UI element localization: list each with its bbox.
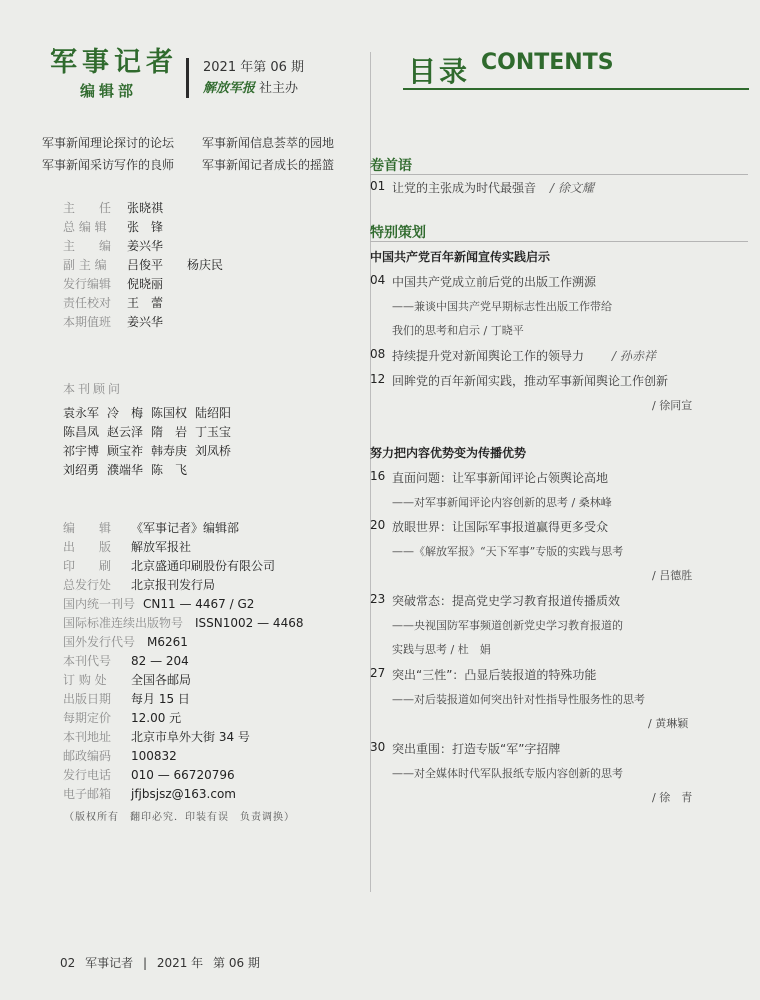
info-row bbox=[63, 538, 303, 557]
info-label: 邮政编码 bbox=[63, 749, 112, 763]
toc-subtitle: ——《解放军报》“天下军事”专版的实践与思考 bbox=[392, 545, 624, 558]
footer-separator: | bbox=[142, 956, 147, 970]
info-row bbox=[63, 576, 303, 595]
toc-page-number: 30 bbox=[370, 740, 386, 754]
toc-title: 直面问题：让军事新闻评论占领舆论高地 bbox=[392, 471, 609, 485]
info-value: 北京报刊发行局 bbox=[131, 578, 216, 592]
staff-value: 姜兴华 bbox=[127, 315, 164, 329]
info-row bbox=[63, 766, 303, 785]
staff-label: 本期值班 bbox=[63, 315, 112, 329]
staff-list bbox=[63, 199, 223, 332]
staff-label: 主 任 bbox=[63, 201, 112, 215]
staff-label: 主 编 bbox=[63, 239, 112, 253]
toc-page-number: 23 bbox=[370, 592, 386, 606]
toc-page-number: 01 bbox=[370, 179, 386, 193]
info-row bbox=[63, 652, 303, 671]
staff-row bbox=[63, 294, 223, 313]
info-value: 解放军报社 bbox=[131, 540, 192, 554]
topic-heading: 努力把内容优势变为传播优势 bbox=[370, 446, 527, 460]
sponsor-suffix: 社主办 bbox=[259, 81, 299, 96]
staff-row bbox=[63, 218, 223, 237]
motto: 军事新闻理论探讨的论坛 bbox=[42, 136, 175, 150]
info-value: jfjbsjsz@163.com bbox=[131, 787, 236, 801]
info-label: 国内统一刊号 bbox=[63, 597, 136, 611]
info-label: 出版日期 bbox=[63, 692, 112, 706]
toc-page-number: 08 bbox=[370, 347, 386, 361]
info-value: CN11 — 4467 / G2 bbox=[143, 597, 255, 611]
toc-title: 突破常态：提高党史学习教育报道传播质效 bbox=[392, 594, 621, 608]
section-heading: 卷首语 bbox=[370, 158, 412, 174]
info-label: 发行电话 bbox=[63, 768, 112, 782]
toc-entry[interactable] bbox=[370, 469, 748, 485]
sponsor-line bbox=[203, 77, 298, 96]
staff-value: 张 锋 bbox=[127, 220, 164, 234]
copyright-note: （版权所有 翻印必究．印装有误 负责调换） bbox=[64, 812, 295, 823]
info-label: 总发行处 bbox=[63, 578, 112, 592]
toc-author: / 黄琳颖 bbox=[648, 717, 689, 730]
info-value: ISSN1002 — 4468 bbox=[195, 616, 304, 630]
toc-title: 让党的主张成为时代最强音 bbox=[392, 181, 537, 195]
info-value: 北京盛通印刷股份有限公司 bbox=[131, 559, 276, 573]
toc-entry[interactable] bbox=[370, 592, 748, 608]
contents-underline bbox=[403, 88, 749, 90]
toc-entry[interactable] bbox=[370, 273, 748, 289]
advisor-name: 赵云泽 bbox=[107, 425, 144, 439]
info-row bbox=[63, 709, 303, 728]
info-value: 010 — 66720796 bbox=[131, 768, 235, 782]
staff-label: 发行编辑 bbox=[63, 277, 112, 291]
staff-row bbox=[63, 256, 223, 275]
staff-value: 吕俊平 杨庆民 bbox=[127, 258, 224, 272]
advisor-name: 刘绍勇 bbox=[63, 463, 100, 477]
info-label: 本刊代号 bbox=[63, 654, 112, 668]
journal-logo-title: 军事记者 bbox=[50, 47, 178, 78]
advisor-name: 陈 飞 bbox=[151, 463, 188, 477]
info-value: 100832 bbox=[131, 749, 177, 763]
info-label: 电子邮箱 bbox=[63, 787, 112, 801]
toc-title: 回眸党的百年新闻实践，推动军事新闻舆论工作创新 bbox=[392, 374, 669, 388]
info-row bbox=[63, 519, 303, 538]
publication-info bbox=[63, 519, 303, 804]
info-row bbox=[63, 785, 303, 804]
toc-author: / 徐同宣 bbox=[652, 399, 693, 412]
staff-value: 王 蕾 bbox=[127, 296, 164, 310]
advisor-name: 顾宝祚 bbox=[107, 444, 144, 458]
toc-title: 中国共产党成立前后党的出版工作溯源 bbox=[392, 275, 597, 289]
info-label: 国外发行代号 bbox=[63, 635, 136, 649]
advisor-name: 丁玉宝 bbox=[195, 425, 232, 439]
advisor-name: 韩寿庚 bbox=[151, 444, 188, 458]
journal-mottos bbox=[42, 132, 334, 176]
toc-subtitle: ——对全媒体时代军队报纸专版内容创新的思考 bbox=[392, 767, 623, 780]
info-row bbox=[63, 671, 303, 690]
contents-title-en: CONTENTS bbox=[481, 50, 614, 75]
toc-author: / 徐文耀 bbox=[550, 181, 594, 195]
toc-page-number: 12 bbox=[370, 372, 386, 386]
info-value: 全国各邮局 bbox=[131, 673, 192, 687]
info-row bbox=[63, 728, 303, 747]
toc-subtitle: ——对后装报道如何突出针对性指导性服务性的思考 bbox=[392, 693, 645, 706]
info-row bbox=[63, 614, 303, 633]
staff-value: 姜兴华 bbox=[127, 239, 164, 253]
contents-title-cn: 目录 bbox=[408, 55, 471, 88]
toc-page-number: 04 bbox=[370, 273, 386, 287]
toc-subtitle: ——兼谈中国共产党早期标志性出版工作带给 bbox=[392, 300, 612, 313]
motto: 军事新闻信息荟萃的园地 bbox=[202, 136, 335, 150]
advisors-list bbox=[63, 404, 239, 480]
advisor-name: 濮端华 bbox=[107, 463, 144, 477]
info-value: 每月 15 日 bbox=[131, 692, 190, 706]
info-row bbox=[63, 595, 303, 614]
advisor-name: 陈昌凤 bbox=[63, 425, 100, 439]
sponsor-brand: 解放军报 bbox=[203, 81, 256, 96]
toc-author: / 徐 青 bbox=[652, 791, 693, 804]
staff-row bbox=[63, 313, 223, 332]
page-footer bbox=[60, 954, 266, 971]
toc-page-number: 20 bbox=[370, 518, 386, 532]
header-divider bbox=[186, 58, 189, 98]
toc-page-number: 27 bbox=[370, 666, 386, 680]
info-label: 本刊地址 bbox=[63, 730, 112, 744]
advisor-name: 陈国权 bbox=[151, 406, 188, 420]
staff-label: 责任校对 bbox=[63, 296, 112, 310]
info-row bbox=[63, 557, 303, 576]
footer-journal: 军事记者 bbox=[85, 956, 134, 970]
staff-row bbox=[63, 199, 223, 218]
info-label: 印 刷 bbox=[63, 559, 112, 573]
staff-row bbox=[63, 275, 223, 294]
info-label: 出 版 bbox=[63, 540, 112, 554]
footer-issue: 第 06 期 bbox=[213, 956, 260, 970]
advisors-title: 本刊顾问 bbox=[63, 382, 124, 396]
info-value: 12.00 元 bbox=[131, 711, 182, 725]
advisor-name: 隋 岩 bbox=[151, 425, 188, 439]
toc-entry[interactable] bbox=[370, 372, 748, 388]
info-value: 《军事记者》编辑部 bbox=[131, 521, 240, 535]
advisor-name: 冷 梅 bbox=[107, 406, 144, 420]
staff-label: 总 编 辑 bbox=[63, 220, 107, 234]
toc-entry[interactable] bbox=[370, 347, 748, 363]
toc-page-number: 16 bbox=[370, 469, 386, 483]
toc-entry[interactable] bbox=[370, 179, 748, 195]
advisor-name: 袁永军 bbox=[63, 406, 100, 420]
info-row bbox=[63, 747, 303, 766]
info-label: 每期定价 bbox=[63, 711, 112, 725]
advisor-name: 祁宇博 bbox=[63, 444, 100, 458]
staff-value: 张晓祺 bbox=[127, 201, 164, 215]
motto: 军事新闻记者成长的摇篮 bbox=[202, 158, 335, 172]
toc-title: 放眼世界：让国际军事报道赢得更多受众 bbox=[392, 520, 609, 534]
journal-logo-subtitle: 编辑部 bbox=[80, 82, 138, 100]
info-value: M6261 bbox=[147, 635, 188, 649]
section-rule bbox=[370, 174, 748, 175]
info-label: 订 购 处 bbox=[63, 673, 107, 687]
toc-title: 突出“三性”：凸显后装报道的特殊功能 bbox=[392, 668, 597, 682]
info-row bbox=[63, 633, 303, 652]
section-rule bbox=[370, 241, 748, 242]
motto: 军事新闻采访写作的良师 bbox=[42, 158, 175, 172]
toc-entry[interactable] bbox=[370, 666, 748, 682]
toc-subtitle: 实践与思考 / 杜 娟 bbox=[392, 643, 491, 656]
toc-subtitle: ——央视国防军事频道创新党史学习教育报道的 bbox=[392, 619, 623, 632]
toc-entry[interactable] bbox=[370, 518, 748, 534]
issue-number: 2021 年第 06 期 bbox=[203, 60, 305, 75]
toc-title: 突出重围：打造专版“军”字招牌 bbox=[392, 742, 561, 756]
staff-label: 副 主 编 bbox=[63, 258, 107, 272]
info-value: 82 — 204 bbox=[131, 654, 189, 668]
info-value: 北京市阜外大街 34 号 bbox=[131, 730, 250, 744]
footer-year: 2021 年 bbox=[156, 956, 204, 970]
advisor-name: 陆绍阳 bbox=[195, 406, 232, 420]
staff-value: 倪晓丽 bbox=[127, 277, 164, 291]
section-heading: 特别策划 bbox=[370, 225, 426, 241]
info-label: 国际标准连续出版物号 bbox=[63, 616, 184, 630]
toc-subtitle: 我们的思考和启示 / 丁晓平 bbox=[392, 324, 524, 337]
toc-subtitle: ——对军事新闻评论内容创新的思考 / 桑林峰 bbox=[392, 496, 612, 509]
toc-author: / 吕德胜 bbox=[652, 569, 693, 582]
staff-row bbox=[63, 237, 223, 256]
advisor-name: 刘凤桥 bbox=[195, 444, 232, 458]
toc-author: / 孙赤祥 bbox=[612, 349, 656, 363]
toc-title: 持续提升党对新闻舆论工作的领导力 bbox=[392, 349, 585, 363]
footer-page-number: 02 bbox=[60, 956, 76, 970]
info-row bbox=[63, 690, 303, 709]
topic-heading: 中国共产党百年新闻宣传实践启示 bbox=[370, 250, 551, 264]
toc-entry[interactable] bbox=[370, 740, 748, 756]
info-label: 编 辑 bbox=[63, 521, 112, 535]
